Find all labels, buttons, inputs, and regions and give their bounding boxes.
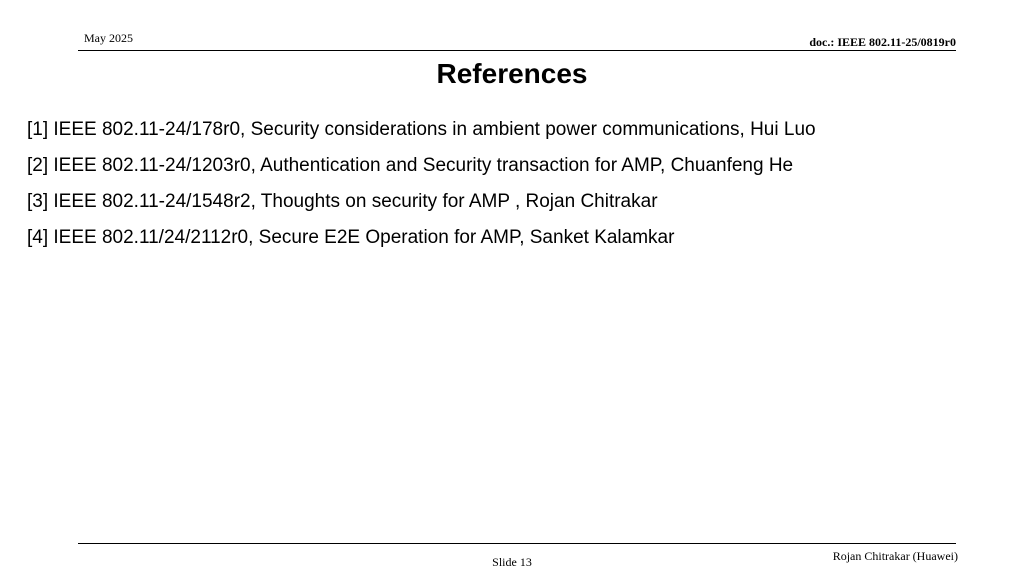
reference-item: [1] IEEE 802.11-24/178r0, Security considerations in ambient power communications, Hui Luo <box>27 119 816 140</box>
footer-author: Rojan Chitrakar (Huawei) <box>832 549 958 563</box>
header-divider <box>78 50 956 51</box>
reference-item: [3] IEEE 802.11-24/1548r2, Thoughts on security for AMP , Rojan Chitrakar <box>27 191 658 212</box>
slide-number: Slide 13 <box>492 555 532 569</box>
reference-item: [4] IEEE 802.11/24/2112r0, Secure E2E Operation for AMP, Sanket Kalamkar <box>27 227 675 248</box>
header-doc-id: doc.: IEEE 802.11-25/0819r0 <box>809 35 956 49</box>
reference-list <box>27 112 997 256</box>
header-date: May 2025 <box>84 31 133 45</box>
slide-title: References <box>436 58 588 89</box>
reference-item: [2] IEEE 802.11-24/1203r0, Authentication and Security transaction for AMP, Chuanfeng He <box>27 155 794 176</box>
footer-divider <box>78 543 956 544</box>
